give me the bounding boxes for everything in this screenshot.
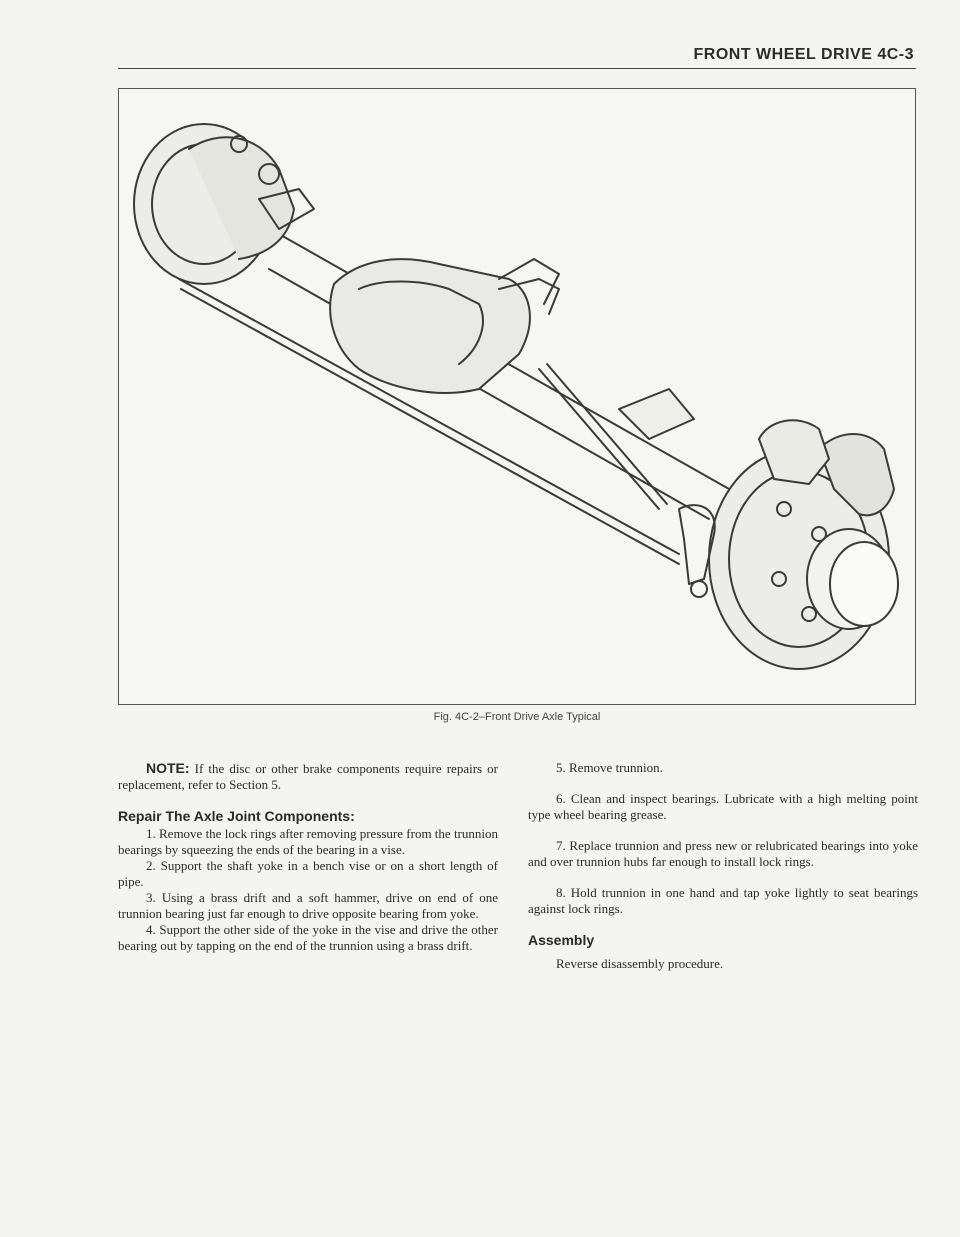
assembly-heading: Assembly	[528, 932, 595, 948]
step-7: 7. Replace trunnion and press new or relubricated bearings into yoke and over trunnion hubs far enough to install lock rings.	[528, 838, 918, 869]
left-column	[118, 760, 498, 954]
note-text: If the disc or other brake components require repairs or replacement, refer to Section 5.	[118, 761, 498, 792]
step-3: 3. Using a brass drift and a soft hammer, drive on end of one trunnion bearing just far enough to drive opposite bearing from yoke.	[118, 890, 498, 921]
figure-caption: Fig. 4C-2–Front Drive Axle Typical	[433, 711, 601, 723]
figure-front-drive-axle	[118, 88, 916, 705]
assembly-text: Reverse disassembly procedure.	[556, 956, 724, 971]
note-label: NOTE:	[146, 760, 190, 776]
repair-heading: Repair The Axle Joint Components:	[118, 808, 355, 824]
step-1: 1. Remove the lock rings after removing pressure from the trunnion bearings by squeezing the ends of the bearing in a vise.	[118, 826, 498, 857]
step-8: 8. Hold trunnion in one hand and tap yoke lightly to seat bearings against lock rings.	[528, 885, 918, 916]
page-header-title: FRONT WHEEL DRIVE 4C-3	[693, 46, 914, 63]
note-paragraph	[118, 760, 498, 793]
step-6: 6. Clean and inspect bearings. Lubricate with a high melting point type wheel bearing grease.	[528, 791, 918, 822]
page-header	[118, 46, 916, 69]
axle-illustration	[119, 89, 915, 704]
right-column	[528, 760, 918, 972]
step-2: 2. Support the shaft yoke in a bench vise or on a short length of pipe.	[118, 858, 498, 889]
step-5: 5. Remove trunnion.	[556, 760, 663, 775]
step-4: 4. Support the other side of the yoke in the vise and drive the other bearing out by tapping on the end of the trunnion using a brass drift.	[118, 922, 498, 953]
